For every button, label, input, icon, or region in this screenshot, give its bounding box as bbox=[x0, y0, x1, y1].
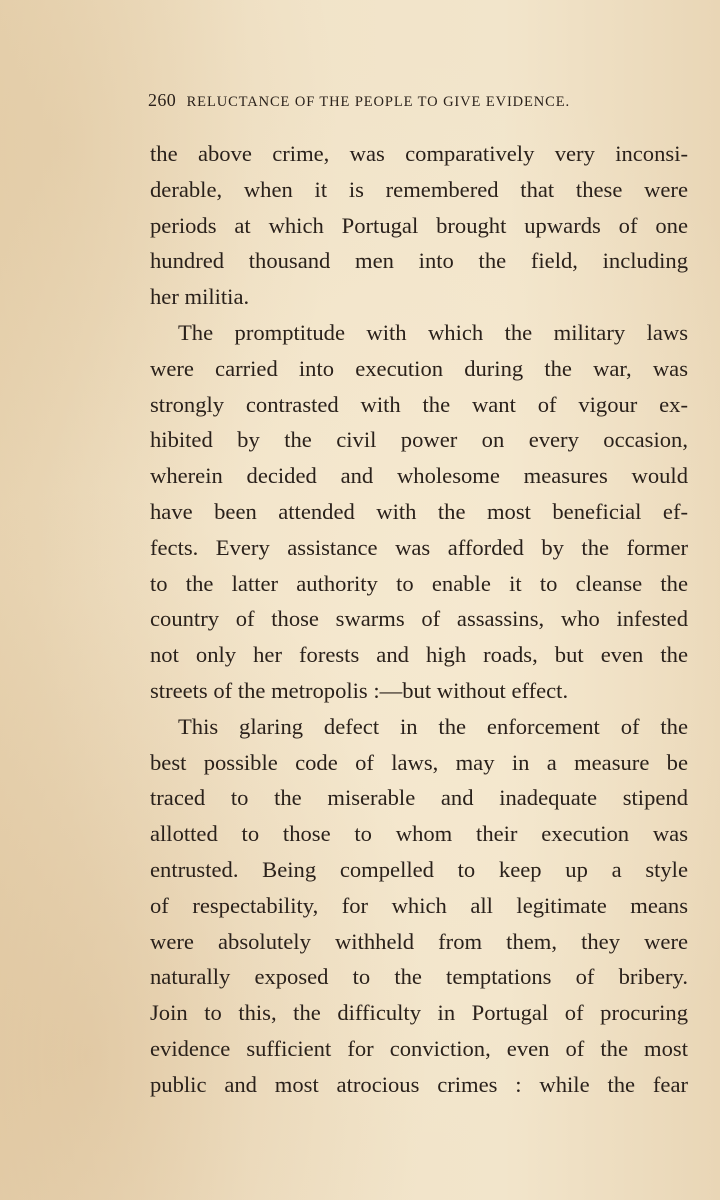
text-line: country of those swarms of assassins, who infested bbox=[150, 606, 688, 632]
text-line: were carried into execution during the war, was bbox=[150, 355, 688, 381]
running-header bbox=[148, 90, 673, 111]
text-line: of respectability, for which all legitimate means bbox=[150, 892, 688, 918]
running-title: RELUCTANCE OF THE PEOPLE TO GIVE EVIDENCE. bbox=[186, 94, 571, 110]
text-line: wherein decided and wholesome measures would bbox=[150, 463, 688, 489]
text-line: entrusted. Being compelled to keep up a style bbox=[150, 856, 688, 882]
text-line: periods at which Portugal brought upwards of one bbox=[150, 212, 688, 238]
text-line: were absolutely withheld from them, they were bbox=[150, 928, 688, 954]
text-line: her militia. bbox=[150, 284, 250, 310]
text-line: streets of the metropolis :—but without effect. bbox=[150, 677, 569, 703]
body-text bbox=[150, 136, 688, 1103]
text-line: This glaring defect in the enforcement of the bbox=[178, 713, 688, 739]
text-line: not only her forests and high roads, but even the bbox=[150, 642, 688, 668]
text-line: public and most atrocious crimes : while the fear bbox=[150, 1071, 688, 1097]
text-line: to the latter authority to enable it to cleanse the bbox=[150, 570, 688, 596]
text-line: hibited by the civil power on every occasion, bbox=[150, 427, 688, 453]
text-line: naturally exposed to the temptations of bribery. bbox=[150, 964, 688, 990]
text-line: derable, when it is remembered that these were bbox=[150, 176, 688, 202]
text-line: hundred thousand men into the field, including bbox=[150, 248, 688, 274]
page-number: 260 bbox=[148, 90, 177, 110]
text-line: best possible code of laws, may in a measure be bbox=[150, 749, 688, 775]
text-line: have been attended with the most beneficial ef- bbox=[150, 498, 688, 524]
text-line: fects. Every assistance was afforded by the former bbox=[150, 534, 688, 560]
text-line: traced to the miserable and inadequate stipend bbox=[150, 785, 688, 811]
text-line: strongly contrasted with the want of vigour ex- bbox=[150, 391, 688, 417]
text-line: the above crime, was comparatively very inconsi- bbox=[150, 141, 688, 166]
text-line: Join to this, the difficulty in Portugal of procuring bbox=[150, 1000, 688, 1026]
text-line: allotted to those to whom their execution was bbox=[150, 821, 688, 847]
text-line: The promptitude with which the military laws bbox=[178, 319, 688, 345]
text-line: evidence sufficient for conviction, even of the most bbox=[150, 1035, 688, 1061]
